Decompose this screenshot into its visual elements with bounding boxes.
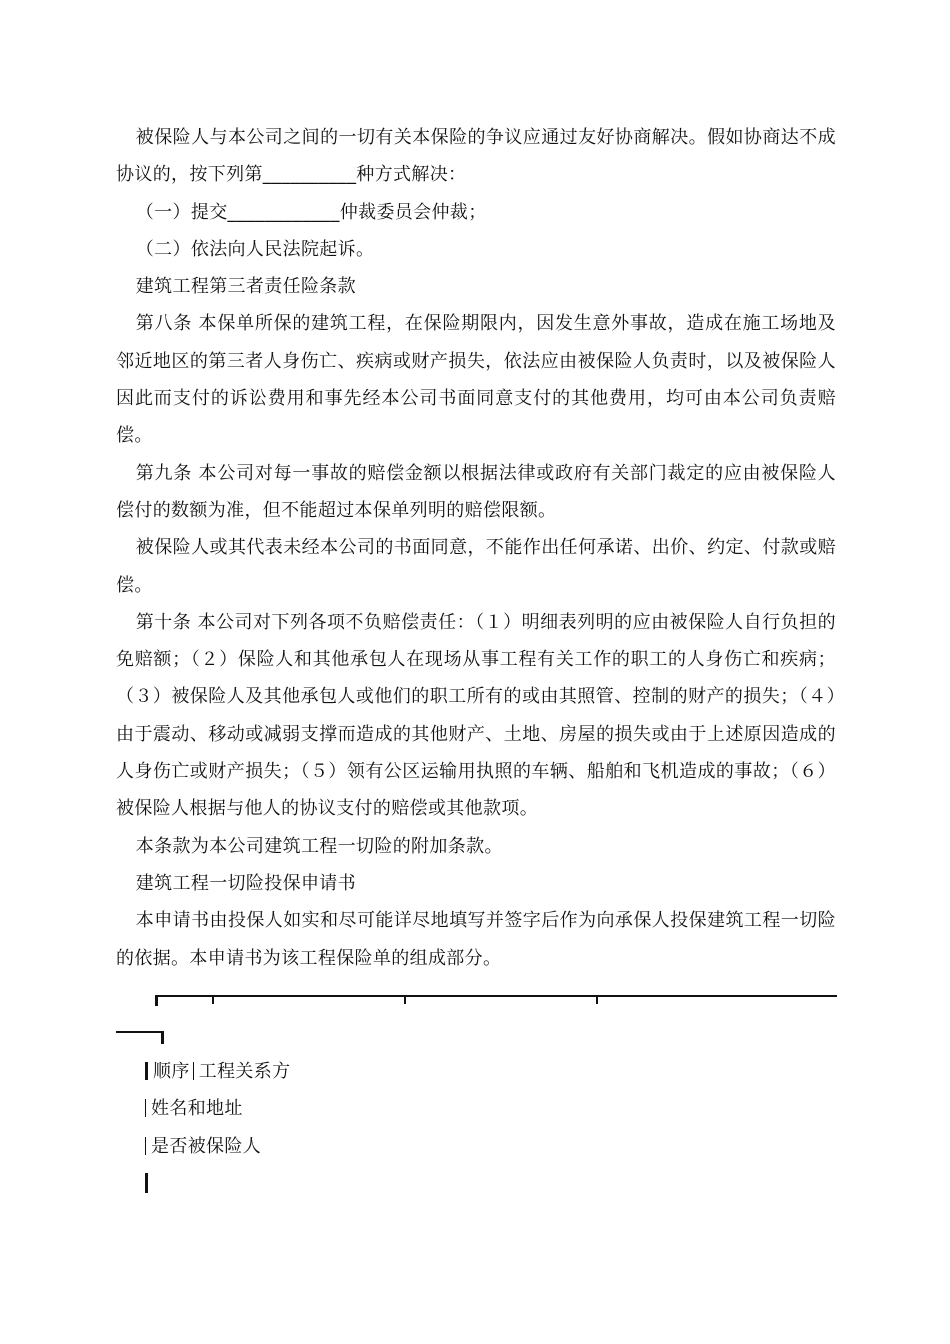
table-row bbox=[142, 1090, 290, 1127]
paragraph-option-court: （二）依法向人民法院起诉。 bbox=[135, 238, 375, 260]
paragraph-article-10: 第十条 本公司对下列各项不负赔偿责任：（１）明细表列明的应由被保险人自行负担的免赔额；（２）保险人和其他承包人在现场从事工程有关工作的职工的人身伤亡和疾病；（３）被保险人及其他承包人或他们的职工所有的或由其照管、控制的财产的损失；（４）由于震动、移动或减弱支撑而造成的其他财产、土地、房屋的损失或由于上述原因造成的人身伤亡或财产损失；（５）领有公区运输用执照的车辆、船舶和飞机造成的事故；（６）被保险人根据与他人的协议支付的赔偿或其他款项。 bbox=[116, 611, 836, 820]
table-corner-right bbox=[161, 1031, 164, 1044]
table-cell-border bbox=[145, 1137, 146, 1155]
paragraph-dispute-resolution: 被保险人与本公司之间的一切有关本保险的争议应通过友好协商解决。假如协商达不成协议的，按下列第__________种方式解决： bbox=[116, 127, 836, 186]
paragraph-additional-clause: 本条款为本公司建筑工程一切险的附加条款。 bbox=[135, 835, 503, 857]
paragraph-article-8: 第八条 本保单所保的建筑工程，在保险期限内，因发生意外事故，造成在施工场地及邻近地区的第三者人身伤亡、疾病或财产损失，依法应由被保险人负责时，以及被保险人因此而支付的诉讼费用和事先经本公司书面同意支付的其他费用，均可由本公司负责赔偿。 bbox=[116, 313, 836, 447]
table-header-order: 顺序 bbox=[153, 1061, 190, 1082]
document-body bbox=[116, 119, 836, 977]
table-row bbox=[142, 1128, 290, 1165]
paragraph-written-consent: 被保险人或其代表未经本公司的书面同意，不能作出任何承诺、出价、约定、付款或赔偿。 bbox=[116, 537, 836, 596]
table-label-insured: 是否被保险人 bbox=[151, 1135, 262, 1157]
table-column-divider bbox=[404, 996, 406, 1004]
table-top-border bbox=[155, 995, 837, 997]
table-column-divider bbox=[596, 996, 598, 1004]
table-cell-border bbox=[145, 1099, 146, 1117]
table-cell-border bbox=[145, 1062, 148, 1080]
paragraph-option-arbitration: （一）提交____________仲裁委员会仲裁； bbox=[135, 201, 487, 223]
table-cell-border bbox=[193, 1062, 194, 1080]
table-column-divider bbox=[212, 996, 214, 1004]
section-heading-application: 建筑工程一切险投保申请书 bbox=[135, 872, 356, 894]
table-label-name-address: 姓名和地址 bbox=[151, 1098, 243, 1120]
section-heading-third-party: 建筑工程第三者责任险条款 bbox=[135, 276, 356, 298]
table-corner-left bbox=[155, 995, 158, 1006]
table-border-continuation bbox=[116, 1031, 163, 1033]
table-header-row bbox=[142, 1053, 290, 1090]
paragraph-application-intro: 本申请书由投保人如实和尽可能详尽地填写并签字后作为向承保人投保建筑工程一切险的依据。本申请书为该工程保险单的组成部分。 bbox=[116, 910, 836, 969]
table-header-party: 工程关系方 bbox=[198, 1061, 291, 1082]
application-table bbox=[142, 1053, 290, 1165]
table-cell-border bbox=[145, 1173, 148, 1193]
paragraph-article-9: 第九条 本公司对每一事故的赔偿金额以根据法律或政府有关部门裁定的应由被保险人偿付的数额为准，但不能超过本保单列明的赔偿限额。 bbox=[116, 462, 836, 521]
